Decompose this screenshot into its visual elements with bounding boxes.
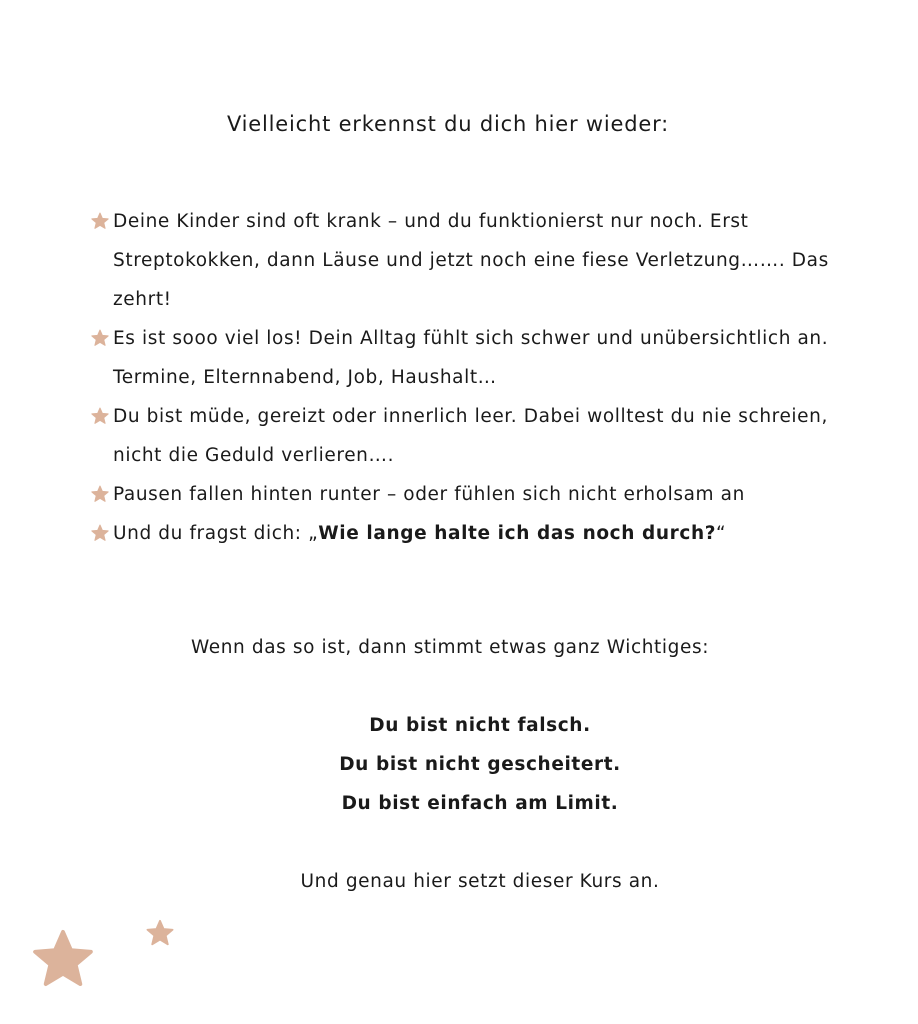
list-item <box>90 475 860 514</box>
star-icon <box>91 329 109 347</box>
bullet-text-prefix: Und du fragst dich: „ <box>113 523 319 544</box>
list-item <box>90 397 860 475</box>
star-icon <box>32 928 94 990</box>
bullet-text-suffix: “ <box>716 523 727 544</box>
intro-line: Wenn das so ist, dann stimmt etwas ganz Wichtiges: <box>190 637 710 658</box>
star-icon <box>91 524 109 542</box>
affirmation-line: Du bist nicht falsch. <box>369 715 591 736</box>
affirmation-line: Du bist einfach am Limit. <box>341 793 619 814</box>
bullet-text: Deine Kinder sind oft krank – und du funktionierst nur noch. Erst Streptokokken, dann Läuse und jetzt noch eine fiese Verletzung……. Das zehrt! <box>113 211 829 310</box>
bullet-text: Pausen fallen hinten runter – oder fühlen sich nicht erholsam an <box>113 484 745 505</box>
star-icon <box>91 212 109 230</box>
affirmation-line: Du bist nicht gescheitert. <box>339 754 621 775</box>
list-item <box>90 319 860 397</box>
bullet-text: Es ist sooo viel los! Dein Alltag fühlt sich schwer und unübersichtlich an. Termine, Elternnabend, Job, Haushalt… <box>113 328 829 388</box>
closing-line: Und genau hier setzt dieser Kurs an. <box>300 871 660 892</box>
star-icon <box>91 407 109 425</box>
bullet-text: Du bist müde, gereizt oder innerlich leer. Dabei wolltest du nie schreien, nicht die Geduld verlieren…. <box>113 406 828 466</box>
page-heading: Vielleicht erkennst du dich hier wieder: <box>226 112 670 136</box>
list-item <box>90 202 860 319</box>
bullet-list <box>90 202 860 553</box>
bullet-text-question: Wie lange halte ich das noch durch? <box>318 523 717 544</box>
list-item <box>90 514 860 553</box>
star-icon <box>146 919 174 947</box>
star-icon <box>91 485 109 503</box>
